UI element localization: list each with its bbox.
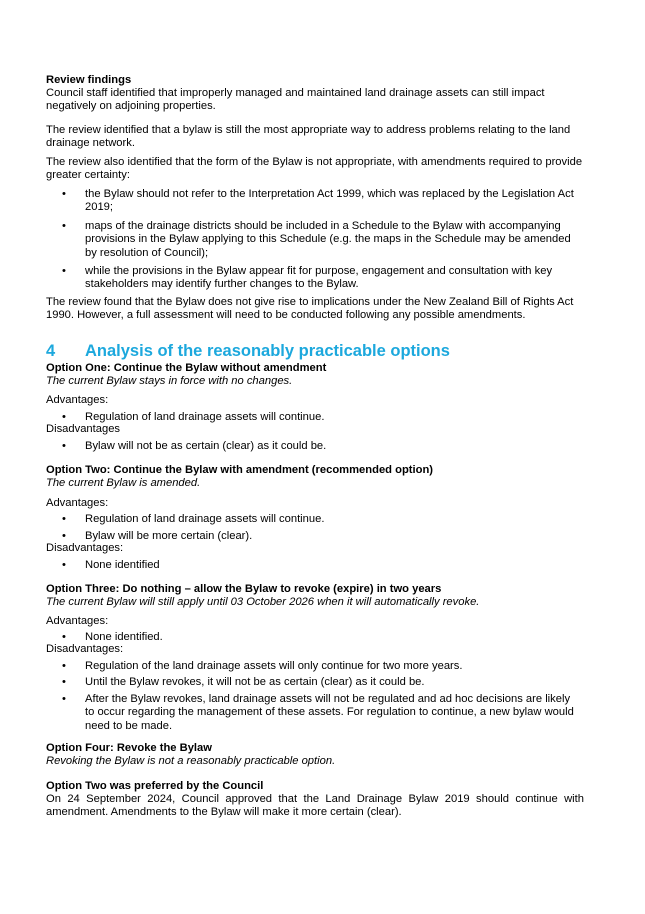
review-bullet xyxy=(62,265,582,292)
section-heading xyxy=(46,341,606,361)
bullet-marker: • xyxy=(62,693,66,705)
option-four-heading: Option Four: Revoke the Bylaw xyxy=(46,742,212,754)
option-three-heading: Option Three: Do nothing – allow the Bylaw to revoke (expire) in two years xyxy=(46,583,442,595)
option-three-disadvantage xyxy=(62,660,582,673)
option-two-advantage-text: Bylaw will be more certain (clear). xyxy=(85,530,253,542)
option-four-summary: Revoking the Bylaw is not a reasonably practicable option. xyxy=(46,755,336,767)
option-one-heading: Option One: Continue the Bylaw without amendment xyxy=(46,362,327,374)
bullet-marker: • xyxy=(62,530,66,542)
review-bullet-text: while the provisions in the Bylaw appear fit for purpose, engagement and consultation with key stakeholders may identify further changes to the Bylaw. xyxy=(85,265,553,291)
option-two-disadvantage-text: None identified xyxy=(85,559,160,571)
option-two-disadvantage xyxy=(62,559,582,572)
option-three-advantages-label: Advantages: xyxy=(46,615,109,627)
review-bullet xyxy=(62,188,582,215)
preferred-option-text: On 24 September 2024, Council approved that the Land Drainage Bylaw 2019 should continue with amendment. Amendments to the Bylaw will make it more certain (clear). xyxy=(46,793,584,819)
option-two-summary: The current Bylaw is amended. xyxy=(46,477,201,489)
review-paragraph-4: The review found that the Bylaw does not give rise to implications under the New Zealand Bill of Rights Act 1990. However, a full assessment will need to be conducted following any possible amendments. xyxy=(46,296,574,322)
option-one-disadvantage xyxy=(62,440,582,453)
option-three-advantage-text: None identified. xyxy=(85,631,163,643)
option-two-advantage xyxy=(62,513,582,526)
bullet-marker: • xyxy=(62,265,66,277)
bullet-marker: • xyxy=(62,188,66,200)
option-three-disadvantage xyxy=(62,676,582,689)
option-three-disadvantages-label: Disadvantages: xyxy=(46,643,124,655)
review-paragraph-3: The review also identified that the form of the Bylaw is not appropriate, with amendments required to provide greater certainty: xyxy=(46,156,583,182)
bullet-marker: • xyxy=(62,559,66,571)
bullet-marker: • xyxy=(62,676,66,688)
review-bullet-text: maps of the drainage districts should be included in a Schedule to the Bylaw with accompanying provisions in the Bylaw applying to this Schedule (e.g. the maps in the Schedule may be amended by resolution of Council); xyxy=(85,220,571,259)
review-findings-heading: Review findings xyxy=(46,74,132,86)
option-two-disadvantages-label: Disadvantages: xyxy=(46,542,124,554)
option-one-advantage-text: Regulation of land drainage assets will continue. xyxy=(85,411,325,423)
preferred-option-heading: Option Two was preferred by the Council xyxy=(46,780,264,792)
option-three-summary: The current Bylaw will still apply until 03 October 2026 when it will automatically revoke. xyxy=(46,596,480,608)
review-paragraph-2: The review identified that a bylaw is still the most appropriate way to address problems relating to the land drainage network. xyxy=(46,124,571,150)
section-title: Analysis of the reasonably practicable options xyxy=(85,342,450,360)
option-three-disadvantage-text: Regulation of the land drainage assets will only continue for two more years. xyxy=(85,660,463,672)
option-two-advantage-text: Regulation of land drainage assets will continue. xyxy=(85,513,325,525)
option-three-disadvantage-text: After the Bylaw revokes, land drainage assets will not be regulated and ad hoc decisions are likely to occur regarding the management of these assets. For regulation to continue, a new bylaw would need to be made. xyxy=(85,693,574,732)
bullet-marker: • xyxy=(62,440,66,452)
bullet-marker: • xyxy=(62,513,66,525)
bullet-marker: • xyxy=(62,660,66,672)
option-one-advantages-label: Advantages: xyxy=(46,394,109,406)
bullet-marker: • xyxy=(62,220,66,232)
option-three-disadvantage-text: Until the Bylaw revokes, it will not be as certain (clear) as it could be. xyxy=(85,676,425,688)
bullet-marker: • xyxy=(62,411,66,423)
option-two-advantages-label: Advantages: xyxy=(46,497,109,509)
review-bullet-text: the Bylaw should not refer to the Interpretation Act 1999, which was replaced by the Legislation Act 2019; xyxy=(85,188,574,214)
option-three-disadvantage xyxy=(62,693,582,733)
option-one-disadvantages-label: Disadvantages xyxy=(46,423,121,435)
bullet-marker: • xyxy=(62,631,66,643)
option-two-heading: Option Two: Continue the Bylaw with amendment (recommended option) xyxy=(46,464,434,476)
section-number: 4 xyxy=(46,342,56,360)
review-bullet xyxy=(62,220,582,260)
option-one-summary: The current Bylaw stays in force with no changes. xyxy=(46,375,293,387)
option-one-disadvantage-text: Bylaw will not be as certain (clear) as it could be. xyxy=(85,440,327,452)
review-paragraph-1: Council staff identified that improperly managed and maintained land drainage assets can still impact negatively on adjoining properties. xyxy=(46,87,545,113)
